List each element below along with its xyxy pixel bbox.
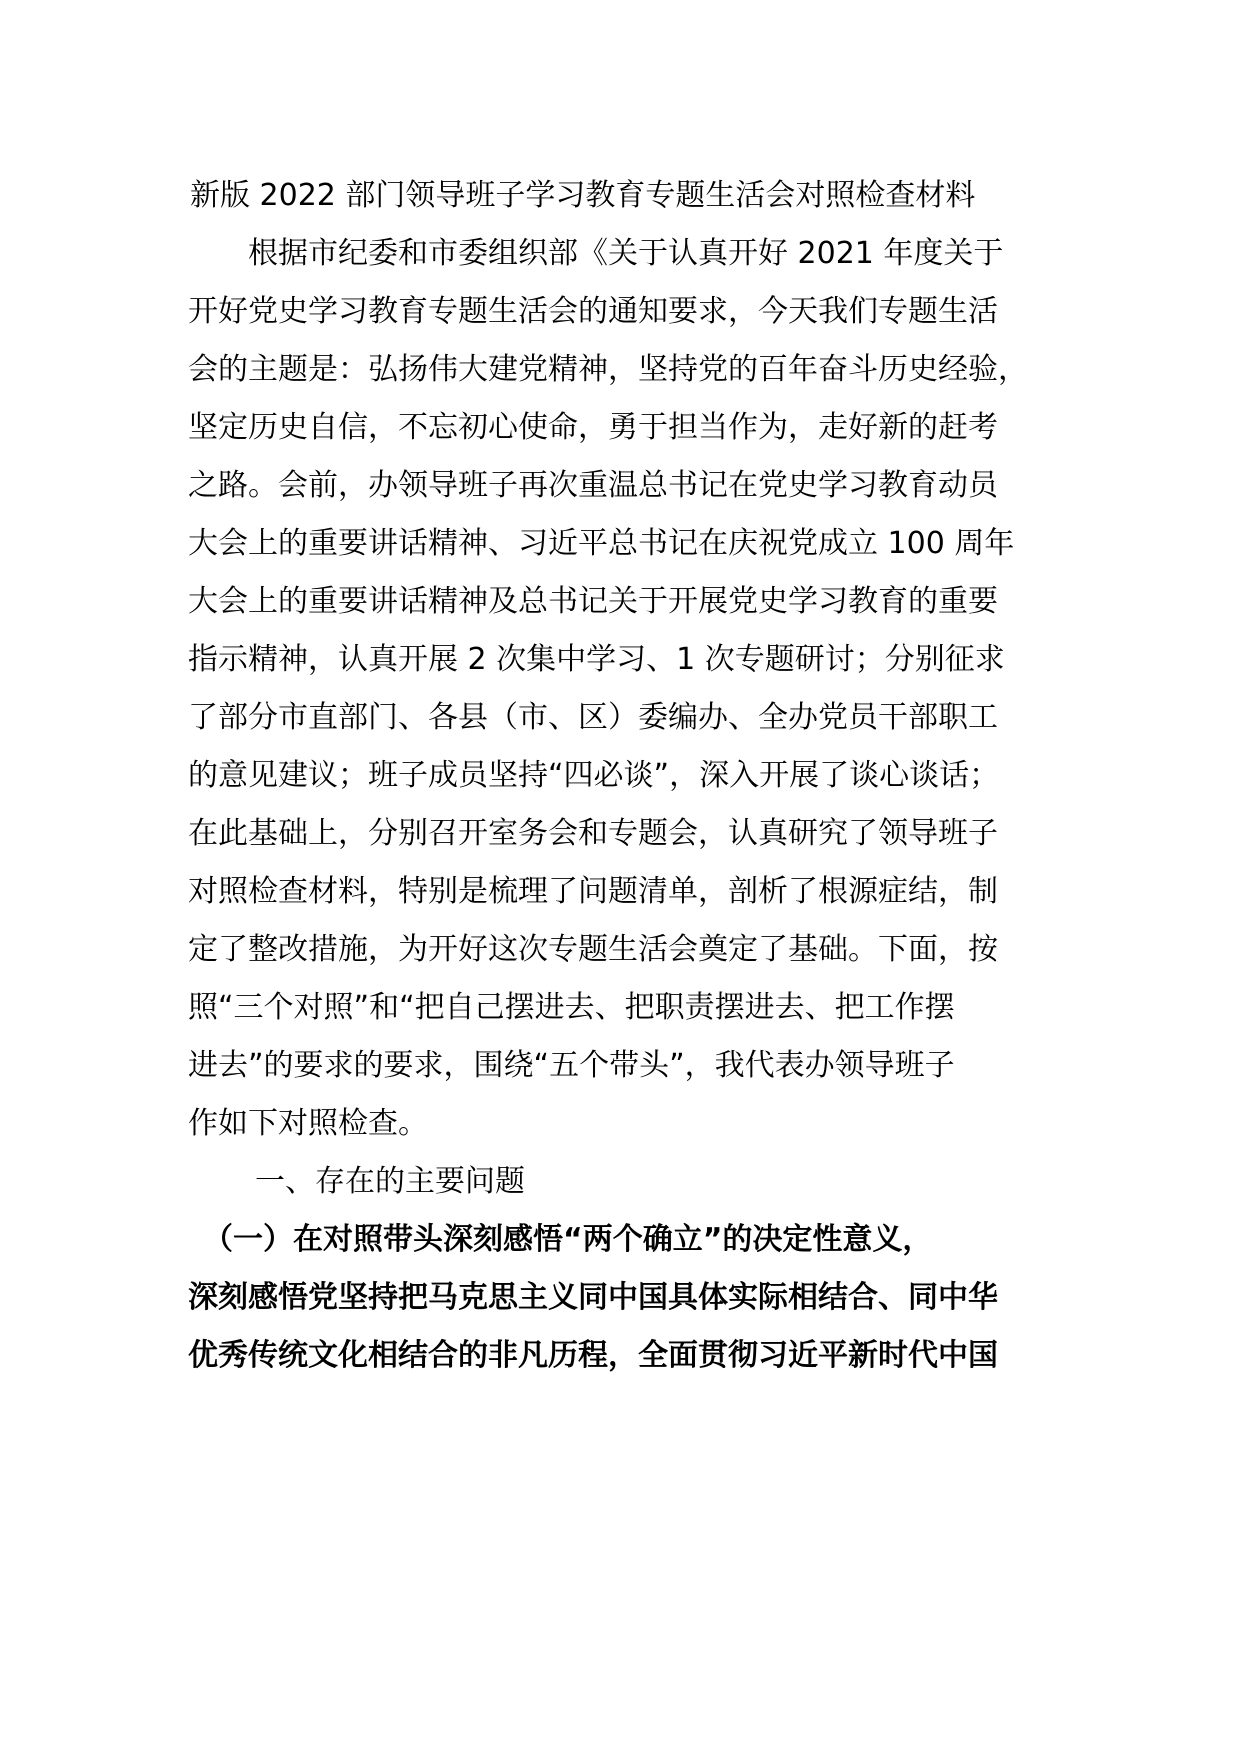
intro-line-16: 作如下对照检查。 [188, 1106, 428, 1141]
intro-line-10: 的意见建议；班子成员坚持“四必谈”，深入开展了谈心谈话； [188, 758, 1000, 793]
intro-line-15: 进去”的要求的要求，围绕“五个带头”，我代表办领导班子 [188, 1048, 955, 1083]
intro-line-9: 了部分市直部门、各县（市、区）委编办、全办党员干部职工 [188, 700, 998, 735]
subsection-line-2: 深刻感悟党坚持把马克思主义同中国具体实际相结合、同中华 [188, 1280, 998, 1315]
intro-line-1: 根据市纪委和市委组织部《关于认真开好 2021 年度关于 [188, 236, 1004, 271]
section-heading: 一、存在的主要问题 [255, 1164, 525, 1199]
intro-line-5: 之路。会前，办领导班子再次重温总书记在党史学习教育动员 [188, 468, 998, 503]
intro-line-8: 指示精神，认真开展 2 次集中学习、1 次专题研讨；分别征求 [188, 642, 1005, 677]
intro-line-6: 大会上的重要讲话精神、习近平总书记在庆祝党成立 100 周年 [188, 526, 1015, 561]
intro-line-12: 对照检查材料，特别是梳理了问题清单，剖析了根源症结，制 [188, 874, 998, 909]
intro-line-2: 开好党史学习教育专题生活会的通知要求，今天我们专题生活 [188, 294, 998, 329]
intro-line-4: 坚定历史自信，不忘初心使命，勇于担当作为，走好新的赶考 [188, 410, 998, 445]
intro-line-3: 会的主题是：弘扬伟大建党精神，坚持党的百年奋斗历史经验， [188, 352, 1028, 387]
document-title: 新版 2022 部门领导班子学习教育专题生活会对照检查材料 [190, 178, 976, 213]
intro-line-7: 大会上的重要讲话精神及总书记关于开展党史学习教育的重要 [188, 584, 998, 619]
subsection-line-3: 优秀传统文化相结合的非凡历程，全面贯彻习近平新时代中国 [188, 1338, 998, 1373]
subsection-line-1: （一）在对照带头深刻感悟“两个确立”的决定性意义， [188, 1222, 933, 1257]
intro-line-14: 照“三个对照”和“把自己摆进去、把职责摆进去、把工作摆 [188, 990, 955, 1025]
intro-line-11: 在此基础上，分别召开室务会和专题会，认真研究了领导班子 [188, 816, 998, 851]
intro-line-13: 定了整改措施，为开好这次专题生活会奠定了基础。下面，按 [188, 932, 998, 967]
